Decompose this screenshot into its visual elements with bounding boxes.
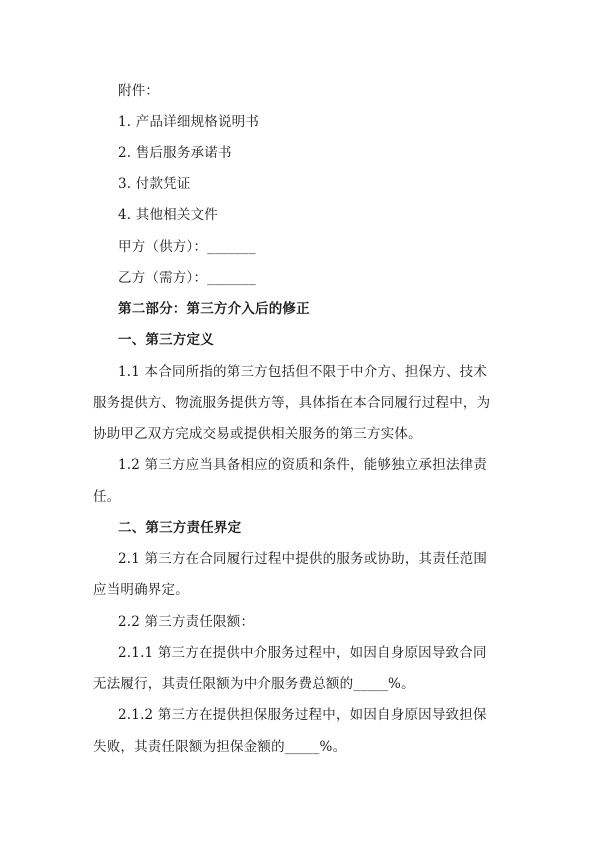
party-a-signature: 甲方（供方）：_______	[118, 239, 256, 255]
party-b-signature: 乙方（需方）：_______	[118, 270, 256, 286]
attachment-item: 2. 售后服务承诺书	[118, 145, 232, 161]
paragraph-2-1-1-line: 2.1.1 第三方在提供中介服务过程中，如因自身原因导致合同	[118, 645, 487, 661]
section2-heading: 二、第三方责任界定	[118, 520, 242, 536]
paragraph-2-1-line: 2.1 第三方在合同履行过程中提供的服务或协助，其责任范围	[118, 551, 488, 567]
attachment-item: 3. 付款凭证	[118, 176, 191, 192]
paragraph-1-2-line: 1.2 第三方应当具备相应的资质和条件，能够独立承担法律责	[118, 457, 488, 473]
paragraph-1-1-line: 协助甲乙双方完成交易或提供相关服务的第三方实体。	[93, 426, 422, 442]
attachment-item: 4. 其他相关文件	[118, 207, 218, 223]
attachments-title: 附件：	[118, 83, 160, 99]
paragraph-1-1-line: 服务提供方、物流服务提供方等，具体指在本合同履行过程中，为	[93, 395, 491, 411]
attachment-item: 1. 产品详细规格说明书	[118, 114, 260, 130]
paragraph-2-1-2-line: 失败，其责任限额为担保金额的_____%。	[93, 739, 347, 755]
paragraph-2-1-2-line: 2.1.2 第三方在提供担保服务过程中，如因自身原因导致担保	[118, 707, 487, 723]
paragraph-2-2: 2.2 第三方责任限额：	[118, 614, 255, 630]
paragraph-2-1-1-line: 无法履行，其责任限额为中介服务费总额的_____%。	[93, 676, 415, 692]
section1-heading: 一、第三方定义	[118, 332, 214, 348]
paragraph-1-1-line: 1.1 本合同所指的第三方包括但不限于中介方、担保方、技术	[118, 364, 488, 380]
part2-title: 第二部分：第三方介入后的修正	[118, 301, 310, 317]
paragraph-1-2-line: 任。	[93, 489, 121, 505]
paragraph-2-1-line: 应当明确界定。	[93, 582, 189, 598]
